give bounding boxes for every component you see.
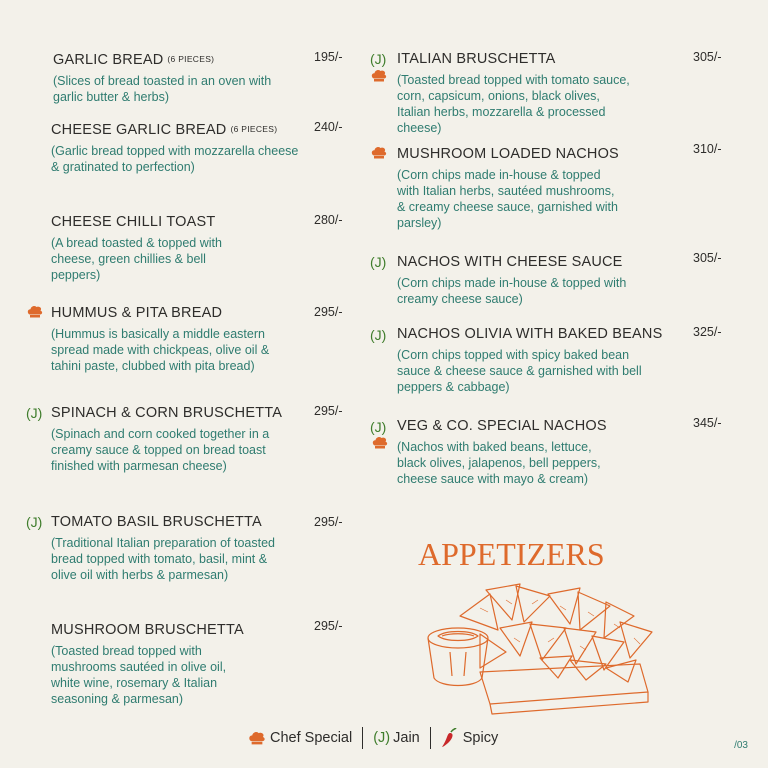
menu-item-mushroom-loaded-nachos: [397, 145, 622, 231]
item-description: (Corn chips made in-house & topped with Italian herbs, sautéed mushrooms, & creamy cheese sauce, garnished with parsley): [397, 168, 618, 230]
chef-hat-icon: [371, 146, 387, 160]
item-description: (Slices of bread toasted in an oven with garlic butter & herbs): [53, 74, 272, 104]
legend-chef-special: Chef Special: [270, 730, 353, 746]
item-price: 280/-: [314, 213, 343, 227]
item-description: (Corn chips topped with spicy baked bean sauce & cheese sauce & garnished with bell peppers & cabbage): [397, 348, 642, 394]
item-price: 345/-: [693, 416, 722, 430]
item-name: MUSHROOM LOADED NACHOS: [397, 146, 619, 162]
menu-item-mushroom-bruschetta: [51, 621, 256, 707]
jain-mark: (J): [370, 51, 387, 67]
legend-spicy: Spicy: [462, 730, 499, 746]
item-price: 240/-: [314, 120, 343, 134]
item-description: (Hummus is basically a middle eastern spread made with chickpeas, olive oil & tahini paste, clubbed with pita bread): [51, 327, 270, 373]
item-name: NACHOS WITH CHEESE SAUCE: [397, 254, 623, 270]
item-description: (Toasted bread topped with mushrooms sautéed in olive oil, white wine, rosemary & Italian seasoning & parmesan): [51, 644, 227, 706]
chef-hat-icon: [248, 731, 266, 746]
item-name: ITALIAN BRUSCHETTA: [397, 51, 556, 67]
legend-jain-mark: (J): [373, 730, 391, 746]
menu-item-nachos-olivia-baked-beans: [397, 325, 662, 395]
legend-jain: Jain: [393, 730, 420, 746]
item-name: CHEESE CHILLI TOAST: [51, 214, 216, 230]
item-name: MUSHROOM BRUSCHETTA: [51, 622, 244, 638]
chef-hat-icon: [372, 436, 388, 450]
legend: [248, 726, 498, 750]
legend-divider: [430, 727, 431, 749]
item-description: (Traditional Italian preparation of toasted bread topped with tomato, basil, mint & olive oil with herbs & parmesan): [51, 536, 275, 582]
item-name: SPINACH & CORN BRUSCHETTA: [51, 405, 283, 421]
jain-mark: (J): [26, 405, 43, 421]
item-description: (Garlic bread topped with mozzarella cheese & gratinated to perfection): [51, 144, 299, 174]
item-note: (6 PIECES): [167, 54, 215, 64]
item-price: 295/-: [314, 404, 343, 418]
nachos-with-dip-illustration: [420, 572, 660, 720]
item-name: VEG & CO. SPECIAL NACHOS: [397, 418, 607, 434]
item-name: CHEESE GARLIC BREAD: [51, 122, 227, 138]
item-price: 325/-: [693, 325, 722, 339]
menu-item-veg-co-special-nachos: [397, 417, 607, 487]
section-title: APPETIZERS: [418, 536, 605, 572]
menu-item-cheese-chilli-toast: [51, 213, 241, 283]
page-number: /03: [734, 740, 748, 751]
item-description: (Corn chips made in-house & topped with creamy cheese sauce): [397, 276, 627, 306]
menu-item-cheese-garlic-bread: [51, 120, 301, 175]
item-price: 305/-: [693, 251, 722, 265]
menu-item-hummus-pita-bread: [51, 304, 291, 374]
item-price: 310/-: [693, 142, 722, 156]
item-description: (Nachos with baked beans, lettuce, black olives, jalapenos, bell peppers, cheese sauce with mayo & cream): [397, 440, 601, 486]
item-name: NACHOS OLIVIA WITH BAKED BEANS: [397, 326, 663, 342]
chef-hat-icon: [371, 69, 387, 83]
item-description: (Toasted bread topped with tomato sauce, corn, capsicum, onions, black olives, Italian herbs, mozzarella & processed cheese): [397, 73, 630, 135]
menu-item-tomato-basil-bruschetta: [51, 513, 286, 583]
item-description: (Spinach and corn cooked together in a creamy sauce & topped on bread toast finished with parmesan cheese): [51, 427, 270, 473]
legend-divider: [362, 727, 363, 749]
item-name: HUMMUS & PITA BREAD: [51, 305, 223, 321]
menu-item-italian-bruschetta: [397, 50, 632, 136]
item-price: 195/-: [314, 50, 343, 64]
menu-item-nachos-with-cheese-sauce: [397, 253, 642, 307]
item-price: 295/-: [314, 305, 343, 319]
item-name: TOMATO BASIL BRUSCHETTA: [51, 514, 262, 530]
item-price: 295/-: [314, 619, 343, 633]
chef-hat-icon: [27, 305, 43, 319]
menu-item-spinach-corn-bruschetta: [51, 404, 281, 474]
item-note: (6 PIECES): [230, 124, 278, 134]
jain-mark: (J): [370, 419, 387, 435]
menu-item-garlic-bread: [53, 50, 303, 105]
item-price: 295/-: [314, 515, 343, 529]
jain-mark: (J): [370, 327, 387, 343]
item-description: (A bread toasted & topped with cheese, green chillies & bell peppers): [51, 236, 222, 282]
chili-pepper-icon: [441, 728, 457, 748]
item-name: GARLIC BREAD: [53, 52, 164, 68]
jain-mark: (J): [26, 514, 43, 530]
item-price: 305/-: [693, 50, 722, 64]
jain-mark: (J): [370, 254, 387, 270]
